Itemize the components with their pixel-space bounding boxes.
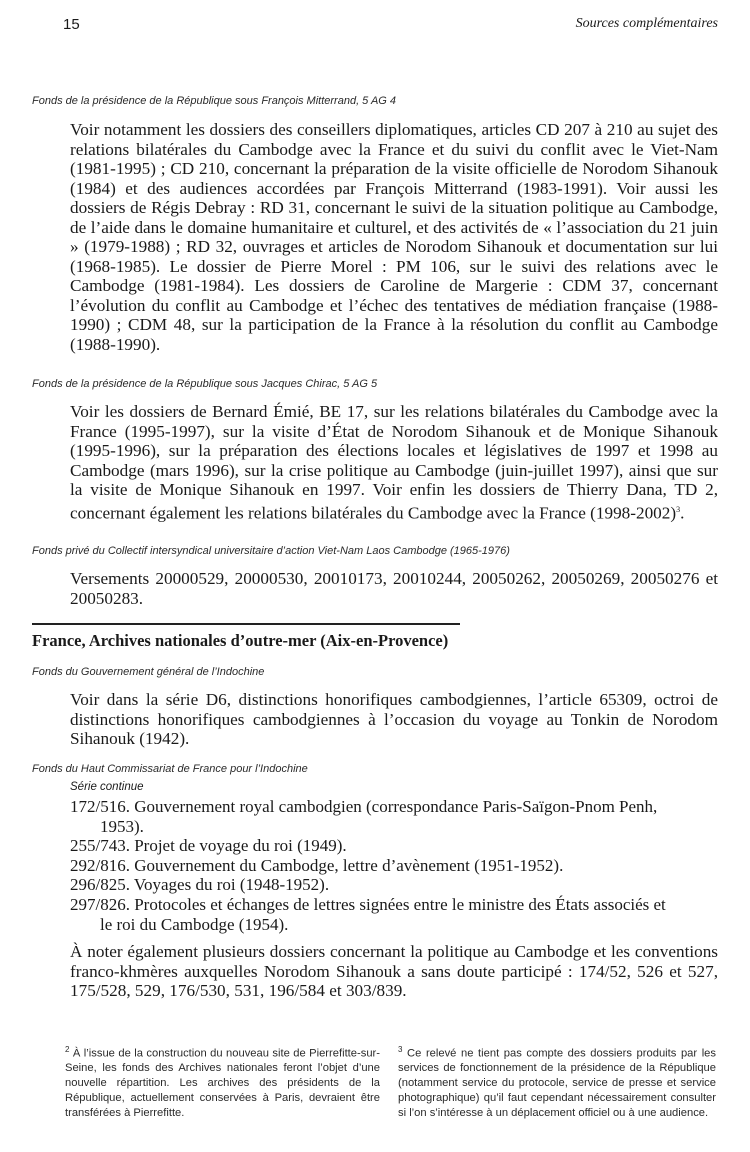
page-header: [0, 16, 750, 40]
list-item: [70, 856, 720, 876]
list-item: [70, 875, 720, 895]
paragraph-chirac: [70, 402, 718, 523]
fonds-label-collectif: Fonds privé du Collectif intersyndical universitaire d’action Viet-Nam Laos Cambodge (1965-1976): [32, 545, 510, 557]
fonds-label-mitterrand: Fonds de la présidence de la République sous François Mitterrand, 5 AG 4: [32, 95, 397, 107]
footnote-3: [398, 1043, 716, 1120]
running-title: Sources complémentaires: [575, 16, 718, 31]
paragraph-chirac-end: .: [680, 503, 685, 523]
page-number: 15: [63, 16, 80, 33]
footnote-text: Ce relevé ne tient pas compte des dossiers produits par les services de fonctionnement de la présidence de la République (notamment service du protocole, service de presse et service photographique) qu’il faut cependant nécessairement consulter si l’on s’intéresse à un déplacement officiel ou à une audience.: [398, 1047, 716, 1119]
paragraph-mitterrand: Voir notamment les dossiers des conseillers diplomatiques, articles CD 207 à 210 au sujet des relations bilatérales du Cambodge avec la France et du suivi du conflit avec le Viet-Nam (1981-1995) ; CD 210, concernant la préparation de la visite officielle de Norodom Sihanouk (1984) et des audiences accordées par François Mitterrand (1983-1991). Voir aussi les dossiers de Régis Debray : RD 31, concernant le suivi de la situation politique au Cambodge, de l’aide dans le domaine humanitaire et culturel, et des activités de « l’association du 21 juin » (1979-1988) ; RD 32, ouvrages et articles de Norodom Sihanouk et documentation sur lui (1968-1985). Le dossier de Pierre Morel : PM 106, sur le suivi des relations avec le Cambodge (1981-1984). Les dossiers de Caroline de Margerie : CDM 37, concernant l’évolution du conflit au Cambodge et l’échec des tentatives de médiation française (1988-1990) ; CDM 48, sur la participation de la France à la résolution du conflit au Cambodge (1988-1990).: [70, 120, 718, 354]
serie-continue-label: Série continue: [70, 781, 144, 793]
paragraph-collectif: Versements 20000529, 20000530, 20010173, 20010244, 20050262, 20050269, 20050276 et 20050283.: [70, 569, 718, 608]
list-item: [70, 836, 720, 856]
list-item: [70, 797, 720, 836]
footnote-number: 2: [65, 1045, 70, 1054]
entry-line: 297/826. Protocoles et échanges de lettres signées entre le ministre des États associés et: [70, 895, 666, 914]
footnote-2: [65, 1043, 380, 1120]
fonds-label-haut-commissariat: Fonds du Haut Commissariat de France pour l’Indochine: [32, 763, 308, 775]
entry-line: 292/816. Gouvernement du Cambodge, lettre d’avènement (1951-1952).: [70, 856, 564, 875]
paragraph-gouvernement-general: Voir dans la série D6, distinctions honorifiques cambodgiennes, l’article 65309, octroi de distinctions honorifiques cambodgiennes à l’occasion du voyage au Tonkin de Norodom Sihanouk (1942).: [70, 690, 718, 748]
entry-continuation: le roi du Cambodge (1954).: [100, 914, 289, 934]
fonds-label-gouvernement-general: Fonds du Gouvernement général de l’Indochine: [32, 666, 265, 678]
entry-line: 255/743. Projet de voyage du roi (1949).: [70, 836, 347, 855]
entry-line: 296/825. Voyages du roi (1948-1952).: [70, 875, 330, 894]
footnote-ref-3[interactable]: 3: [676, 504, 681, 514]
list-item: [70, 895, 720, 934]
paragraph-note-conventions: À noter également plusieurs dossiers concernant la politique au Cambodge et les conventions franco-khmères auxquelles Norodom Sihanouk a sans doute participé : 174/52, 526 et 527, 175/528, 529, 176/530, 531, 196/584 et 303/839.: [70, 942, 718, 1000]
section-heading-anom: France, Archives nationales d’outre-mer (Aix-en-Provence): [32, 631, 449, 650]
section-divider: [32, 623, 460, 625]
entry-continuation: 1953).: [100, 816, 144, 836]
entry-line: 172/516. Gouvernement royal cambodgien (correspondance Paris-Saïgon-Pnom Penh,: [70, 797, 658, 816]
fonds-label-chirac: Fonds de la présidence de la République sous Jacques Chirac, 5 AG 5: [32, 378, 378, 390]
footnote-text: À l’issue de la construction du nouveau site de Pierrefitte-sur-Seine, les fonds des Archives nationales feront l’objet d’une nouvelle répartition. Les archives des présidents de la République, actuellement conservées à Paris, devraient être transférées à Pierrefitte.: [65, 1047, 380, 1119]
footnote-number: 3: [398, 1045, 403, 1054]
paragraph-chirac-text: Voir les dossiers de Bernard Émié, BE 17, sur les relations bilatérales du Cambodge avec la France (1995-1997), sur la visite d’État de Norodom Sihanouk et de Monique Sihanouk (1995-1996), sur la préparation des élections locales et législatives de 1997 et 1998 au Cambodge (mars 1996), sur la crise politique au Cambodge (juin-juillet 1997), ainsi que sur la visite de Monique Sihanouk en 1997. Voir enfin les dossiers de Thierry Dana, TD 2, concernant également les relations bilatérales du Cambodge avec la France (1998-2002): [70, 402, 718, 523]
